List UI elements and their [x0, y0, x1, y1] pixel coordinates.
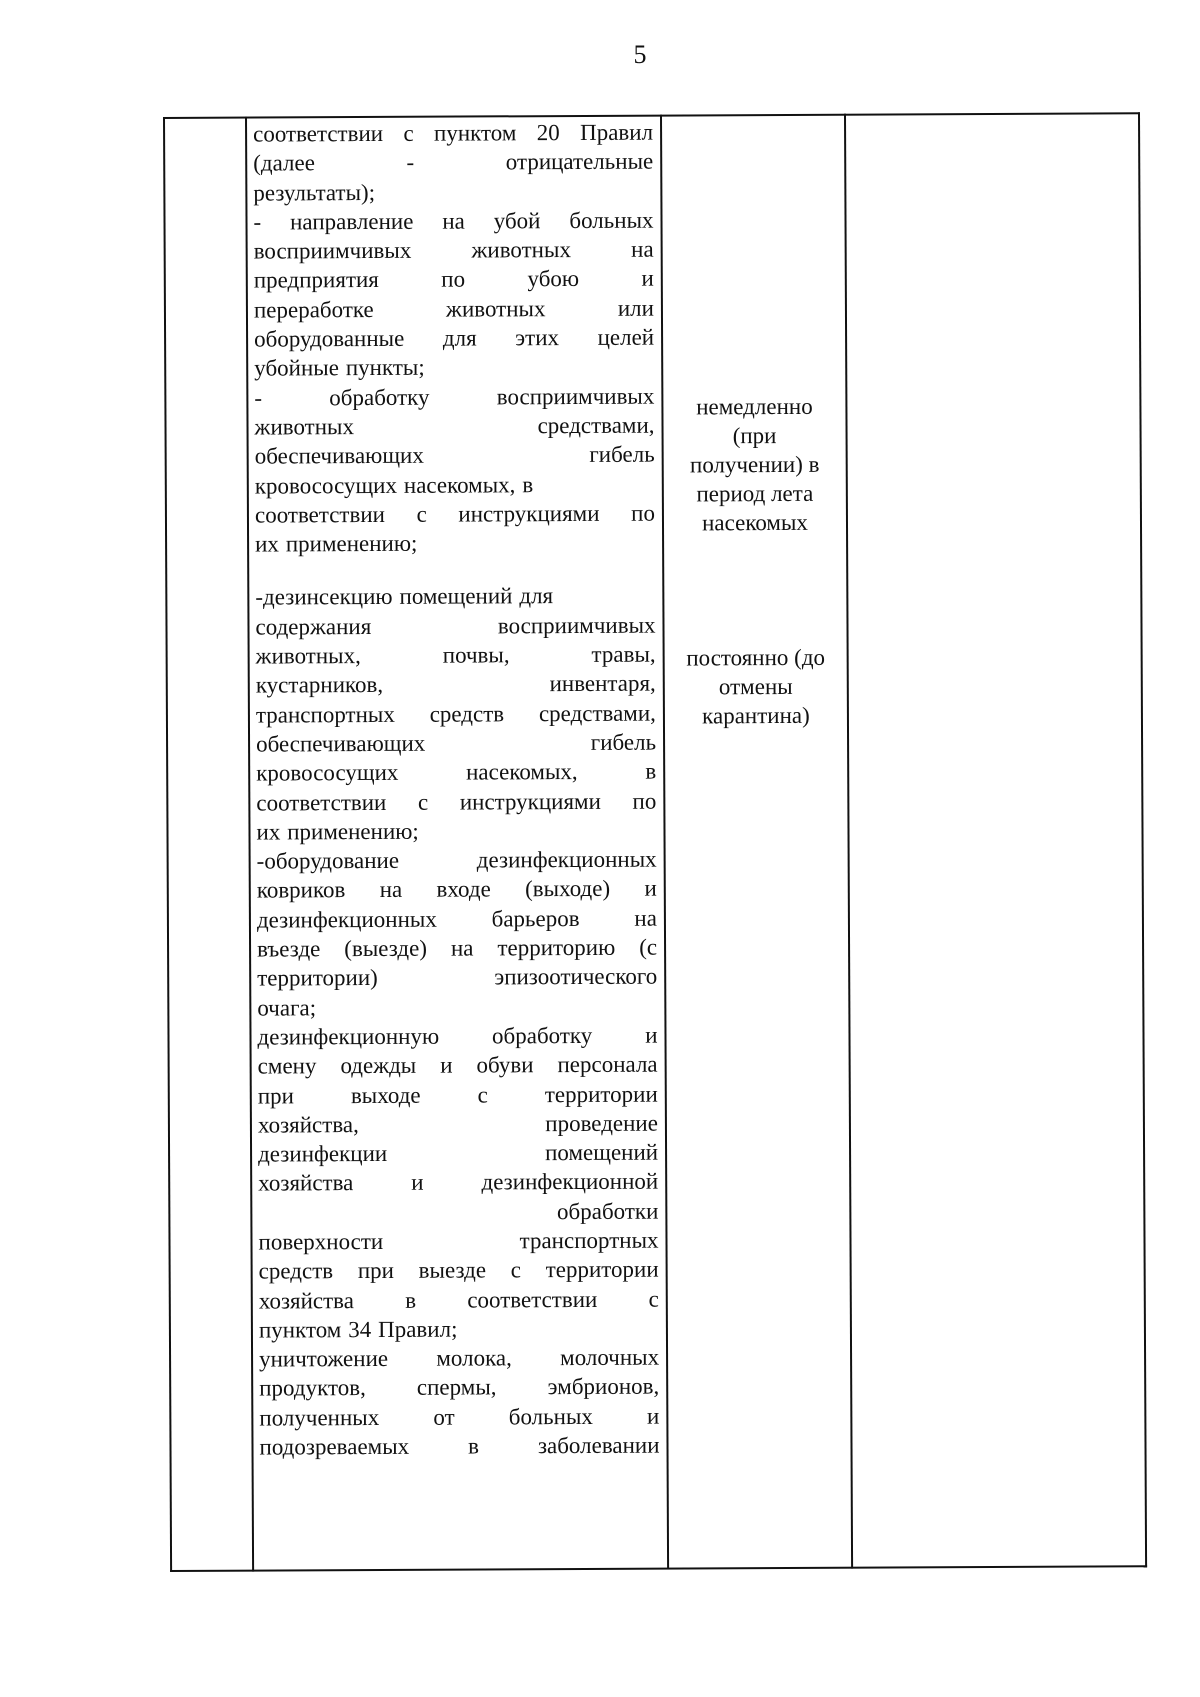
- measures-table: [163, 112, 1147, 1572]
- measure-line: [255, 610, 655, 641]
- measure-line: [258, 1079, 658, 1110]
- measure-word: и: [641, 266, 654, 292]
- deadline-line: насекомых: [702, 509, 808, 536]
- measure-word: выезде: [418, 1257, 487, 1284]
- measure-word: соответствии: [254, 501, 385, 528]
- measure-word: пунктом: [258, 1317, 342, 1343]
- measure-line: [258, 1167, 658, 1198]
- measure-line: [255, 581, 655, 612]
- deadline-line: период лета: [696, 480, 814, 507]
- table-column-deadline: [662, 114, 853, 1570]
- measure-word: средств: [258, 1258, 334, 1284]
- measure-line: [254, 411, 654, 442]
- deadline-immediate: [664, 392, 845, 538]
- measure-line: [254, 381, 654, 412]
- measure-word: средств: [429, 700, 505, 727]
- measure-line: [259, 1372, 659, 1403]
- measure-line: [256, 757, 656, 788]
- measure-word: (выходе): [525, 876, 611, 902]
- measure-word: -оборудование: [256, 847, 400, 874]
- measure-line: [257, 845, 657, 876]
- measure-line: [254, 293, 654, 324]
- measure-word: Правил;: [378, 1316, 458, 1342]
- measure-word: помещений: [545, 1139, 659, 1166]
- measure-word: дезинфекционных: [256, 906, 437, 933]
- measure-word: в: [645, 758, 657, 784]
- measure-word: в: [468, 1433, 480, 1459]
- measure-word: территории: [545, 1256, 659, 1283]
- measure-word: результаты);: [253, 179, 376, 206]
- measure-word: для: [442, 325, 477, 351]
- measure-word: обработки: [556, 1198, 659, 1224]
- measure-line: [254, 264, 654, 295]
- measure-line: [257, 991, 657, 1022]
- measure-word: обеспечивающих: [254, 442, 424, 469]
- measure-word: в: [522, 471, 534, 497]
- measure-word: въезде: [257, 936, 321, 962]
- measure-word: эмбрионов,: [547, 1374, 660, 1400]
- measure-word: средствами,: [537, 412, 655, 439]
- table-column-number: [163, 117, 254, 1572]
- measure-line: [253, 205, 653, 236]
- measure-word: соответствии: [467, 1286, 598, 1313]
- measure-word: оборудованные: [254, 325, 405, 352]
- measure-word: кровососущих: [256, 760, 399, 786]
- measure-line: [256, 669, 656, 700]
- page-number: 5: [633, 40, 647, 69]
- measure-word: с: [648, 1286, 659, 1312]
- measure-word: обработку: [329, 384, 430, 410]
- deadline-line: постоянно (до: [686, 644, 826, 671]
- measure-line: [254, 352, 654, 383]
- measure-word: -: [253, 209, 262, 235]
- measure-word: эпизоотического: [494, 963, 658, 990]
- measure-line: [256, 698, 656, 729]
- measure-line: [257, 1021, 657, 1052]
- measure-word: (с: [639, 934, 658, 960]
- measure-word: на: [379, 877, 403, 903]
- measure-word: больных: [508, 1403, 593, 1430]
- measure-word: переработке: [253, 296, 374, 323]
- measure-word: подозреваемых: [259, 1433, 410, 1460]
- measure-word: дезинфекции: [258, 1141, 388, 1167]
- measure-word: кустарников,: [255, 672, 384, 698]
- measure-word: территории): [257, 965, 378, 991]
- measure-word: молочных: [560, 1344, 660, 1371]
- measure-line: [259, 1431, 659, 1462]
- measure-word: кровососущих: [254, 472, 398, 499]
- measure-word: этих: [515, 325, 560, 351]
- measure-word: убой: [493, 208, 541, 234]
- deadline-line: (при: [732, 423, 777, 449]
- measure-word: смену: [257, 1053, 317, 1079]
- measure-word: больных: [569, 207, 654, 233]
- measure-line: [258, 1050, 658, 1081]
- measure-word: на: [631, 236, 654, 262]
- measure-word: выходе: [350, 1082, 421, 1108]
- measure-word: применению;: [287, 818, 419, 845]
- measure-word: уничтожение: [259, 1346, 389, 1372]
- table-column-responsible: [846, 112, 1147, 1568]
- measure-word: отрицательные: [505, 148, 654, 175]
- deadline-line: карантина): [702, 702, 810, 729]
- measure-word: заболевании: [537, 1432, 660, 1459]
- measure-word: при: [257, 1082, 294, 1109]
- measure-line: [256, 640, 656, 671]
- measure-word: в: [405, 1287, 417, 1313]
- measure-word: и: [440, 1052, 453, 1078]
- measure-word: транспортных: [255, 701, 395, 728]
- measure-word: убойные: [254, 355, 339, 381]
- measure-line: [259, 1401, 659, 1432]
- measure-word: применению;: [285, 530, 418, 557]
- measure-line: [256, 728, 656, 759]
- measure-word: поверхности: [258, 1228, 384, 1255]
- measure-word: содержания: [255, 613, 372, 640]
- deadline-line: немедленно: [696, 393, 813, 420]
- measure-line: [257, 874, 657, 905]
- measure-word: -: [406, 150, 415, 176]
- measure-word: дезинфекционной: [481, 1168, 659, 1195]
- measure-word: их: [255, 531, 279, 557]
- measure-word: очага;: [257, 994, 317, 1021]
- measure-line: [259, 1313, 659, 1344]
- measure-word: персонала: [557, 1051, 658, 1078]
- measure-word: с: [477, 1081, 488, 1107]
- measure-word: и: [645, 1022, 658, 1048]
- measure-line: [255, 440, 655, 471]
- measure-word: целей: [597, 324, 655, 350]
- measure-word: ковриков: [256, 877, 346, 903]
- measure-word: хозяйства: [258, 1287, 354, 1314]
- measures-text: [253, 118, 660, 1462]
- measure-word: -: [254, 385, 263, 411]
- measure-word: животных: [445, 295, 546, 322]
- measure-word: насекомых,: [403, 471, 516, 498]
- measure-line: [257, 933, 657, 964]
- measure-word: обработку: [491, 1022, 593, 1049]
- measure-word: с: [510, 1257, 522, 1283]
- measure-line: [254, 235, 654, 266]
- measure-word: территорию: [497, 934, 616, 961]
- measure-line: [255, 498, 655, 529]
- measure-word: и: [644, 876, 657, 902]
- measure-word: по: [441, 267, 466, 293]
- measure-word: соответствии: [253, 120, 384, 147]
- deadline-line: отмены: [718, 673, 793, 700]
- measure-line: [257, 903, 657, 934]
- measure-word: 34: [348, 1316, 372, 1342]
- measure-line: [256, 815, 656, 846]
- measure-word: проведение: [545, 1110, 658, 1136]
- measure-word: восприимчивых: [496, 383, 655, 410]
- measure-line: [259, 1343, 659, 1374]
- measure-word: животных: [254, 414, 354, 440]
- measure-word: восприимчивых: [253, 237, 412, 264]
- measure-word: по: [632, 788, 657, 814]
- measure-word: хозяйства,: [257, 1111, 359, 1138]
- measure-word: их: [256, 819, 281, 845]
- measure-word: животных,: [255, 643, 361, 669]
- measure-word: на: [634, 905, 657, 931]
- measure-word: (далее: [253, 150, 315, 176]
- measure-line: [254, 323, 654, 354]
- measure-word: от: [433, 1404, 455, 1430]
- measure-word: пунктом: [433, 120, 517, 146]
- measure-line: [258, 1138, 658, 1169]
- measure-word: пункты;: [345, 355, 425, 381]
- deadline-line: получении) в: [689, 451, 820, 478]
- measure-word: на: [450, 935, 474, 961]
- measure-word: инвентаря,: [549, 670, 656, 697]
- measure-word: барьеров: [491, 905, 580, 932]
- measure-word: 20: [536, 120, 560, 146]
- measure-word: на: [442, 208, 465, 234]
- measure-word: травы,: [591, 641, 656, 667]
- measure-line: [256, 786, 656, 817]
- measure-line: [258, 1108, 658, 1139]
- measure-word: и: [411, 1170, 424, 1196]
- measure-word: обеспечивающих: [256, 730, 426, 757]
- measure-line: [257, 962, 657, 993]
- measure-word: животных: [471, 237, 571, 263]
- measure-line: [259, 1255, 659, 1286]
- measure-word: гибель: [589, 441, 655, 468]
- measure-word: -дезинсекцию: [255, 584, 393, 611]
- measure-line: [253, 118, 653, 149]
- measure-word: с: [416, 501, 427, 527]
- deadline-until-quarantine-lifted: [666, 643, 846, 731]
- measure-line: [255, 469, 655, 500]
- measure-word: (выезде): [344, 935, 428, 962]
- measure-line: [258, 1196, 658, 1227]
- paragraph-gap: [255, 557, 655, 583]
- measure-line: [255, 528, 655, 559]
- measure-word: входе: [436, 876, 491, 903]
- measure-word: спермы,: [416, 1374, 497, 1401]
- measure-word: помещений: [399, 583, 513, 610]
- measure-word: восприимчивых: [497, 612, 656, 639]
- measure-word: убою: [527, 266, 580, 292]
- measure-word: Правил: [580, 119, 654, 145]
- measure-word: одежды: [340, 1052, 417, 1079]
- measure-word: гибель: [590, 729, 657, 755]
- measure-line: [258, 1226, 658, 1257]
- measure-word: дезинфекционных: [476, 846, 657, 873]
- measure-word: продуктов,: [259, 1375, 366, 1402]
- measure-word: транспортных: [519, 1227, 659, 1254]
- measure-word: средствами,: [538, 700, 656, 726]
- measure-word: по: [631, 500, 655, 526]
- measure-word: хозяйства: [258, 1170, 354, 1196]
- measure-word: соответствии: [256, 789, 387, 816]
- measure-word: почвы,: [442, 642, 510, 668]
- measure-line: [253, 176, 653, 207]
- measure-word: обуви: [476, 1052, 534, 1078]
- measure-word: с: [403, 120, 414, 146]
- measure-word: полученных: [259, 1404, 380, 1431]
- measure-word: направление: [290, 208, 414, 235]
- measure-word: предприятия: [253, 267, 379, 294]
- measure-word: или: [617, 295, 654, 321]
- measure-word: насекомых,: [466, 759, 578, 785]
- measure-line: [253, 147, 653, 178]
- measure-word: территории: [544, 1081, 658, 1107]
- measure-word: с: [417, 789, 429, 815]
- measure-word: для: [519, 583, 554, 609]
- measure-word: при: [357, 1258, 394, 1284]
- measure-word: инструкциями: [458, 500, 600, 527]
- measure-word: дезинфекционную: [257, 1023, 440, 1050]
- measure-line: [259, 1284, 659, 1315]
- measure-word: молока,: [436, 1345, 512, 1371]
- measure-word: и: [646, 1403, 660, 1429]
- measure-word: инструкциями: [459, 788, 601, 815]
